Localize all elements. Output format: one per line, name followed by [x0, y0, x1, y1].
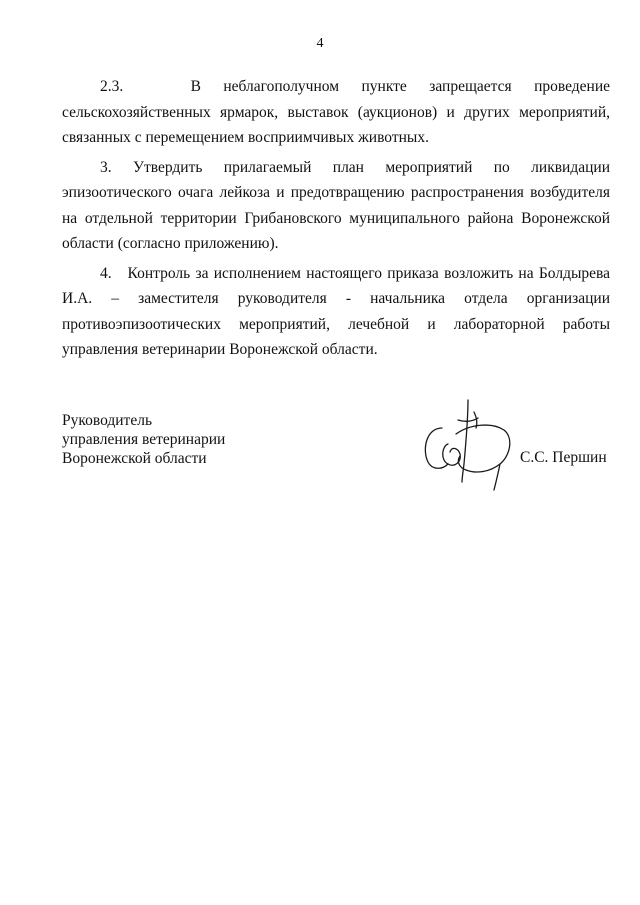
paragraph-2-3: 2.3. В неблагополучном пункте запрещается проведение сельскохозяйственных ярмарок, выставок (аукционов) и других мероприятий, связанных с перемещением восприимчивых животных. [62, 78, 610, 146]
signature-icon [416, 398, 521, 493]
paragraph-3: 3. Утвердить прилагаемый план мероприятий по ликвидации эпизоотического очага лейкоза и предотвращению распространения возбудителя на отдельной территории Грибановского муниципального района Воронежской области (согласно приложению). [62, 158, 610, 252]
signer-title-line: управления ветеринарии [62, 431, 226, 448]
paragraph-4: 4. Контроль за исполнением настоящего приказа возложить на Болдырева И.А. – заместителя руководителя - начальника отдела организации противоэпизоотических мероприятий, лечебной и лабораторной работы управления ветеринарии Воронежской области. [62, 264, 610, 358]
page-number: 4 [316, 36, 324, 51]
signer-title-line: Руководитель [62, 412, 153, 429]
signer-title-line: Воронежской области [62, 450, 207, 467]
signer-name: С.С. Першин [520, 449, 607, 466]
signer-title-block [62, 411, 225, 468]
document-body [62, 74, 610, 367]
